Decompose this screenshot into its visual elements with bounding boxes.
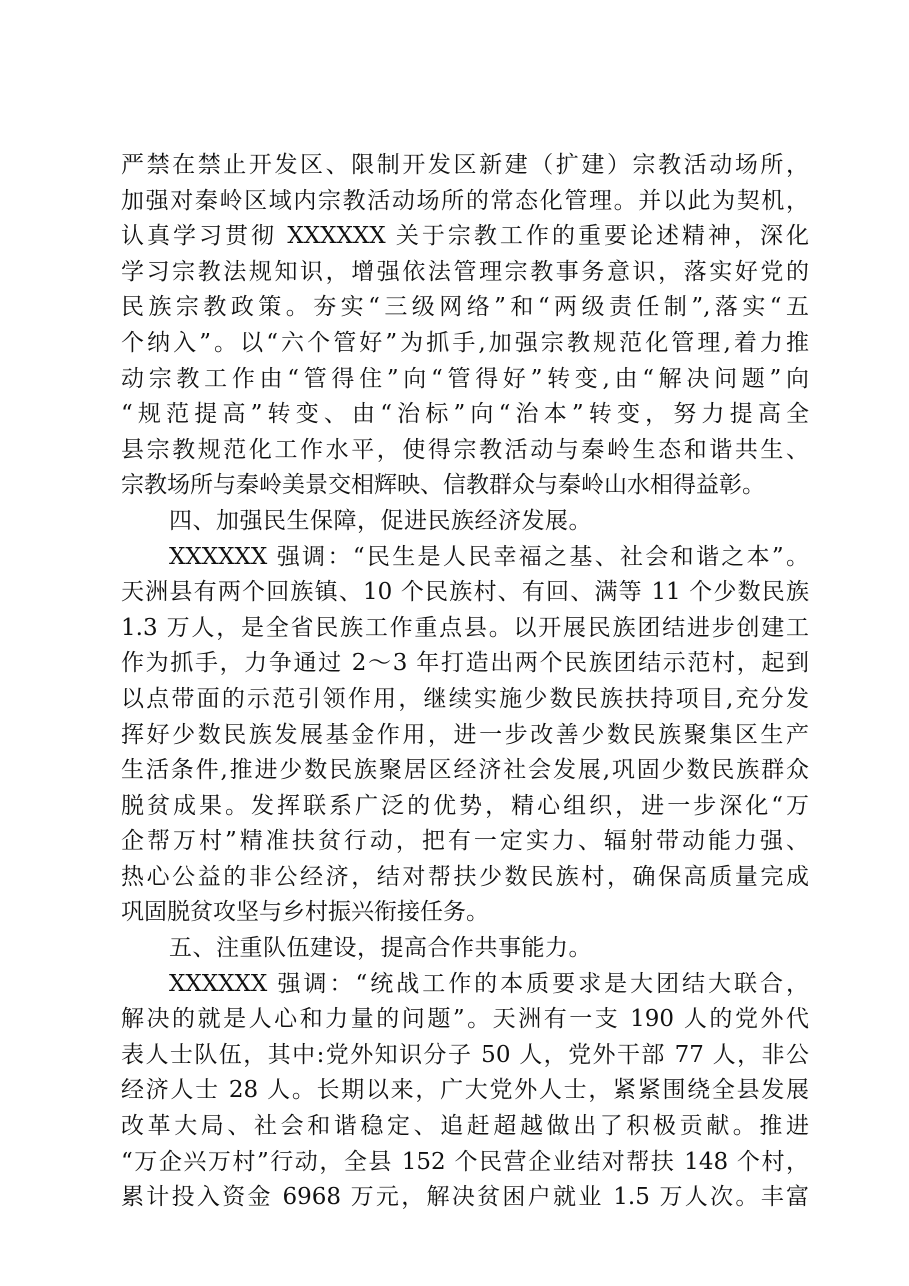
- text-line: 严禁在禁止开发区、限制开发区新建（扩建）宗教活动场所，: [121, 152, 809, 178]
- text-line: 经济人士 28 人。长期以来，广大党外人士，紧紧围绕全县发展: [121, 1077, 809, 1104]
- text-line: XXXXXX 强调：“民生是人民幸福之基、社会和谐之本”。: [169, 543, 809, 570]
- text-line: 学习宗教法规知识，增强依法管理宗教事务意识，落实好党的: [121, 258, 809, 285]
- text-line: 1.3 万人，是全省民族工作重点县。以开展民族团结进步创建工: [121, 614, 809, 641]
- text-line: 挥好少数民族发展基金作用，进一步改善少数民族聚集区生产: [121, 721, 809, 748]
- text-line: 以点带面的示范引领作用，继续实施少数民族扶持项目,充分发: [121, 685, 809, 712]
- text-line: 加强对秦岭区域内宗教活动场所的常态化管理。并以此为契机，: [121, 187, 809, 214]
- text-line: 动宗教工作由“管得住”向“管得好”转变,由“解决问题”向: [121, 365, 809, 392]
- text-line: 生活条件,推进少数民族聚居区经济社会发展,巩固少数民族群众: [121, 757, 809, 784]
- text-line: “规范提高”转变、由“治标”向“治本”转变，努力提高全: [121, 401, 809, 428]
- text-line: 天洲县有两个回族镇、10 个民族村、有回、满等 11 个少数民族: [121, 579, 809, 606]
- text-line: 认真学习贯彻 XXXXXX 关于宗教工作的重要论述精神，深化: [121, 223, 809, 250]
- text-line: 作为抓手，力争通过 2～3 年打造出两个民族团结示范村，起到: [121, 650, 809, 677]
- text-line: “万企兴万村”行动，全县 152 个民营企业结对帮扶 148 个村，: [121, 1148, 809, 1175]
- section-heading: 五、注重队伍建设，提高合作共事能力。: [169, 935, 592, 962]
- text-line: 热心公益的非公经济，结对帮扶少数民族村，确保高质量完成: [121, 863, 809, 890]
- text-line: 巩固脱贫攻坚与乡村振兴衔接任务。: [121, 899, 489, 926]
- text-line: 民族宗教政策。夯实“三级网络”和“两级责任制”,落实“五: [121, 294, 809, 321]
- text-line: 企帮万村”精准扶贫行动，把有一定实力、辐射带动能力强、: [121, 828, 809, 855]
- text-line: 解决的就是人心和力量的问题”。天洲有一支 190 人的党外代: [121, 1006, 809, 1033]
- text-line: XXXXXX 强调：“统战工作的本质要求是大团结大联合，: [169, 970, 809, 997]
- text-line: 宗教场所与秦岭美景交相辉映、信教群众与秦岭山水相得益彰。: [121, 472, 765, 499]
- text-line: 改革大局、社会和谐稳定、追赶超越做出了积极贡献。推进: [121, 1113, 809, 1140]
- text-line: 脱贫成果。发挥联系广泛的优势，精心组织，进一步深化“万: [121, 792, 809, 819]
- document-page: [121, 148, 809, 1216]
- text-line: 累计投入资金 6968 万元，解决贫困户就业 1.5 万人次。丰富: [121, 1184, 809, 1211]
- text-line: 表人士队伍，其中:党外知识分子 50 人，党外干部 77 人，非公: [121, 1041, 809, 1068]
- text-line: 个纳入”。以“六个管好”为抓手,加强宗教规范化管理,着力推: [121, 329, 809, 356]
- section-heading: 四、加强民生保障，促进民族经济发展。: [169, 507, 592, 534]
- text-line: 县宗教规范化工作水平，使得宗教活动与秦岭生态和谐共生、: [121, 436, 809, 463]
